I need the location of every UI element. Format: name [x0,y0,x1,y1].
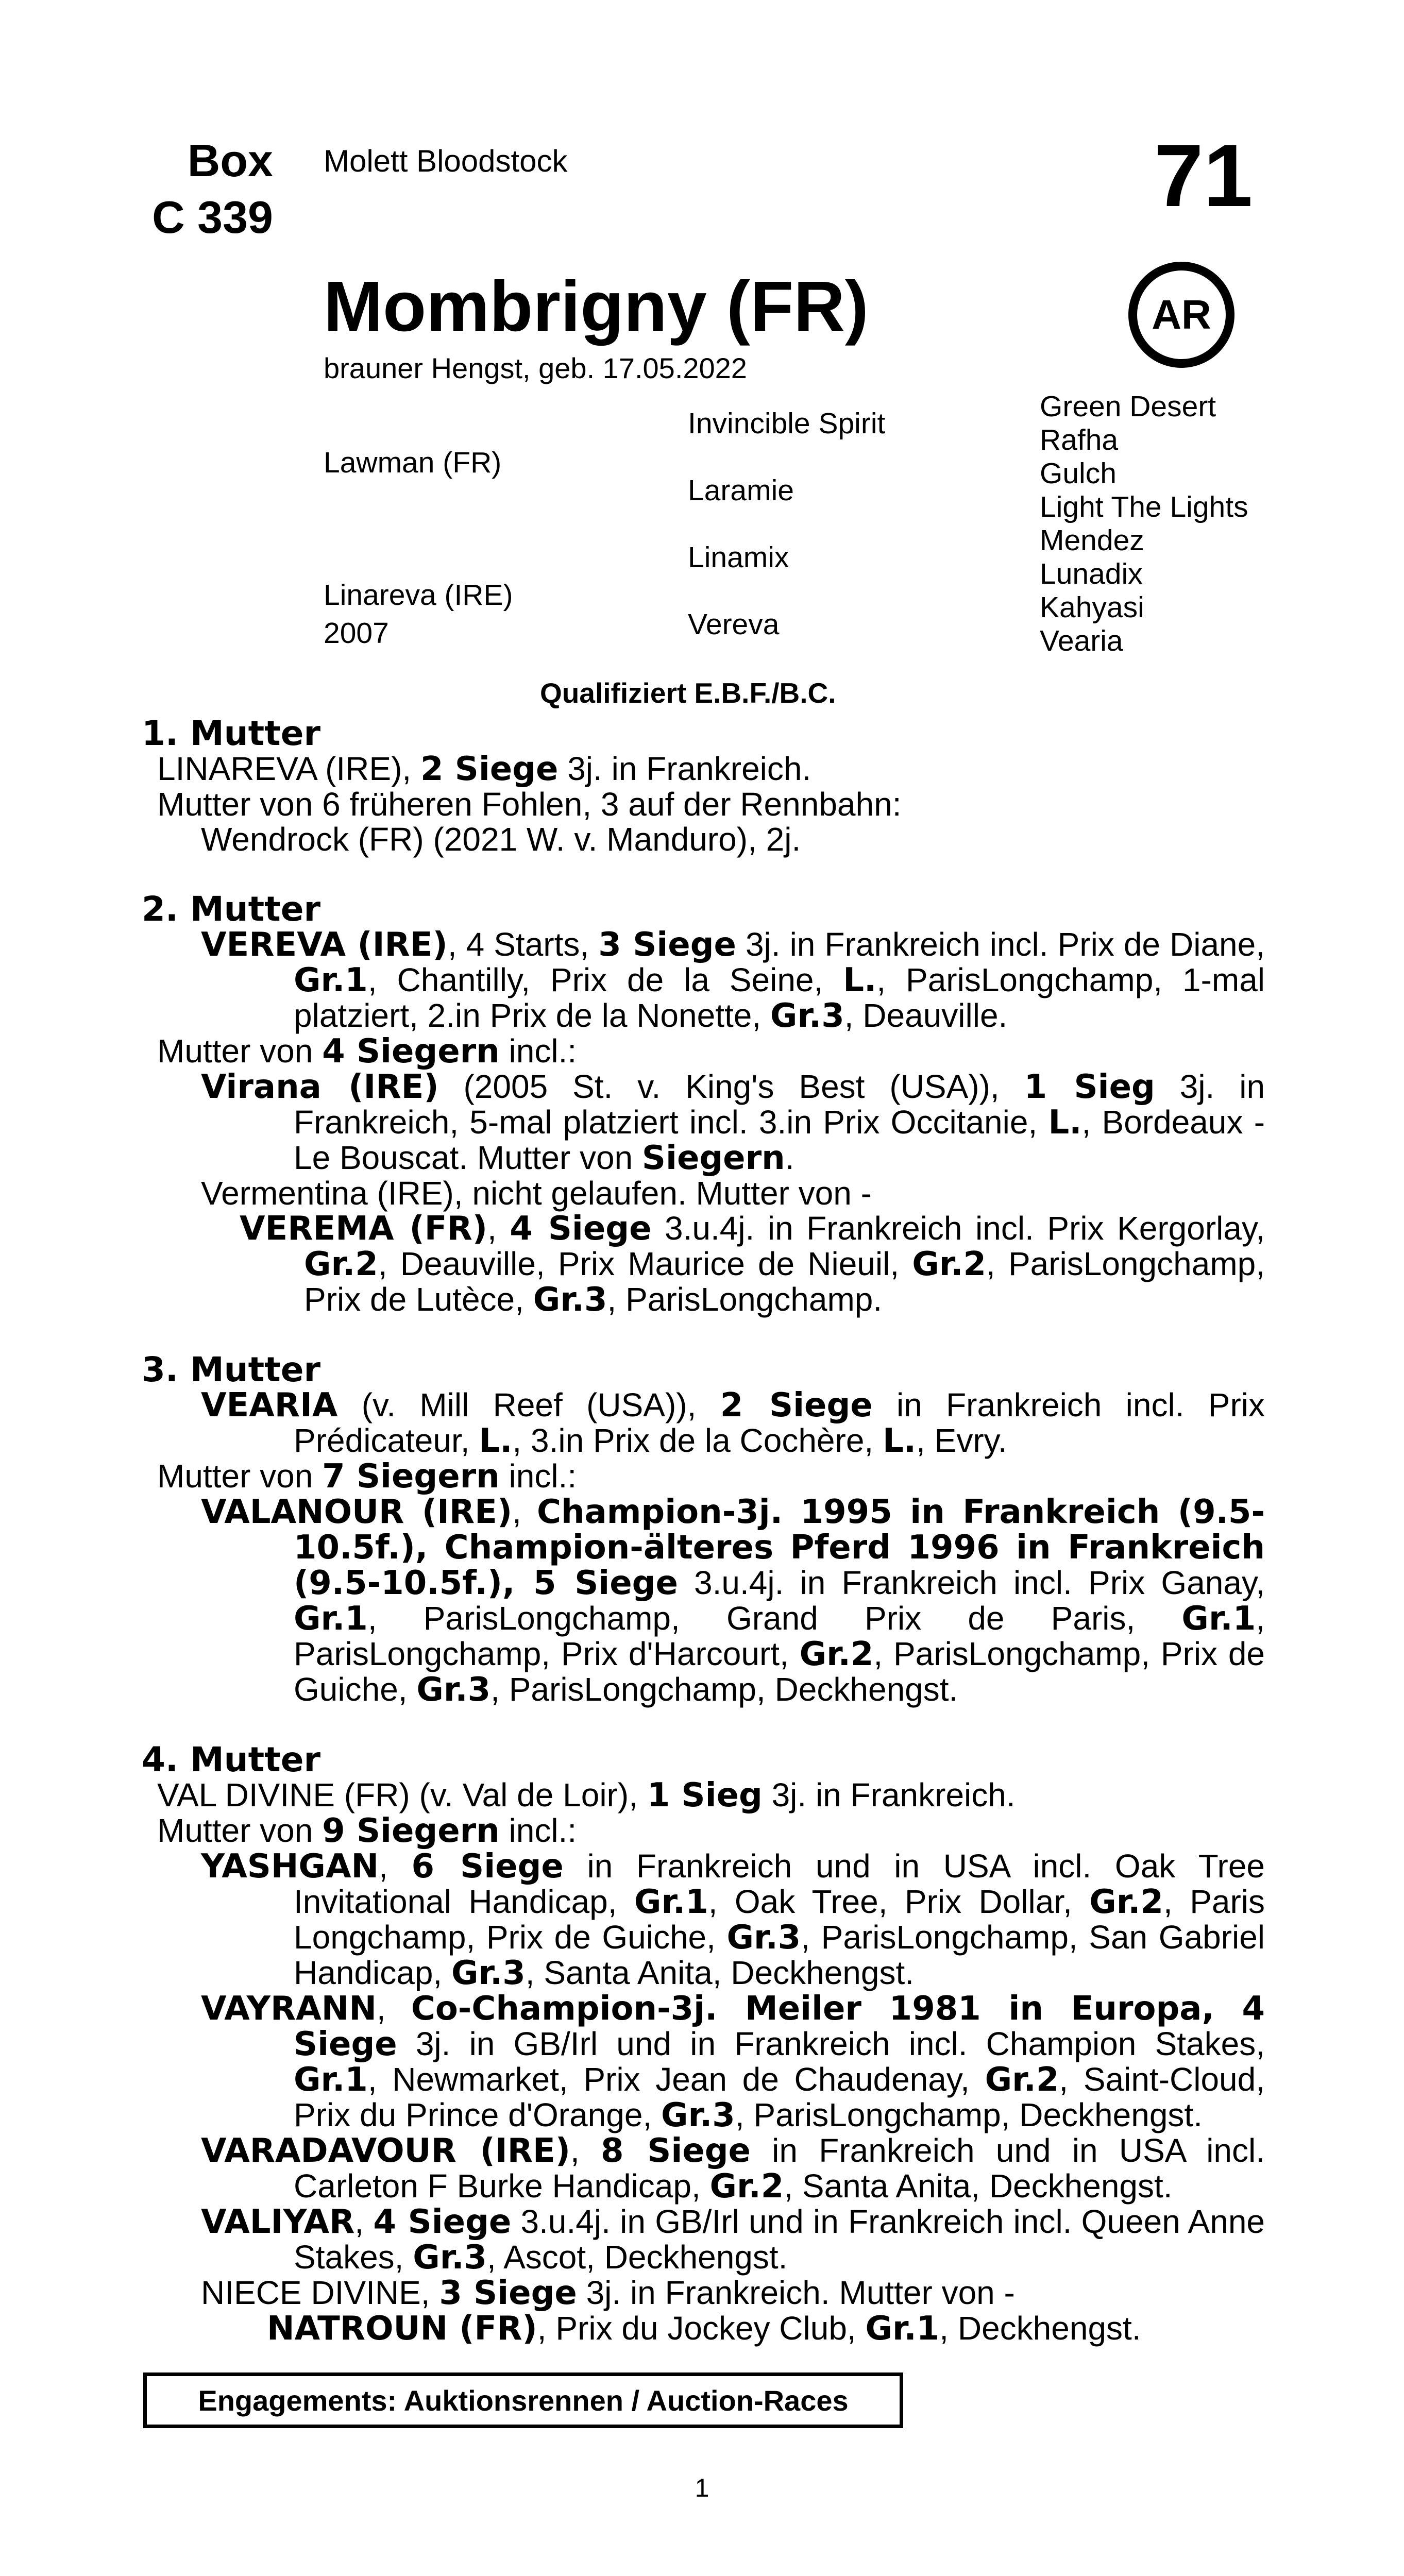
text: (v. Mill Reef (USA)), [337,1386,720,1423]
produce-niece-divine [142,2275,1265,2311]
horse-name: Virana (IRE) [201,1068,439,1106]
spacer [142,857,1265,892]
page-number: 1 [695,2473,709,2502]
wins: 4 Siege [510,1210,652,1248]
horse-description: brauner Hengst, geb. 17.05.2022 [324,352,747,384]
text: , [376,1990,411,2027]
produce-yashgan [142,1849,1265,1991]
text: incl.: [499,1812,577,1849]
grade: Gr.2 [1089,1883,1164,1921]
text: in Frankreich und in USA incl. Oak Tree Invitational Handicap, [294,1848,1265,1920]
text: , ParisLongchamp, Prix de Guiche, [294,1635,1265,1708]
horse-name: NATROUN (FR) [267,2310,537,2348]
pedigree-grandparent: Linamix [688,541,789,574]
produce-vermentina: Vermentina (IRE), nicht gelaufen. Mutter von - [201,1175,872,1212]
grade: Gr.2 [985,2061,1059,2099]
text: in Frankreich incl. Prix Prédicateur, [294,1386,1265,1459]
text: , 4 Starts, [447,926,599,963]
grade: Gr.1 [294,1600,368,1638]
grade: Gr.3 [661,2096,735,2134]
grade: Gr.3 [451,1954,526,1992]
pedigree-great-grandparent: Gulch [1040,457,1117,490]
section-heading-2: 2. Mutter [142,889,321,929]
fourth-dam-line [142,1777,1265,1813]
section-heading-4: 4. Mutter [142,1740,321,1780]
grade: L. [843,961,877,999]
text: , Oak Tree, Prix Dollar, [708,1883,1090,1920]
grade: L. [1048,1104,1082,1142]
horse-name: VEREVA (IRE) [201,926,448,964]
wins: 6 Siege [411,1848,564,1886]
text: , ParisLongchamp, Deckhengst. [735,2096,1203,2133]
text: 3j. in GB/Irl und in Frankreich incl. Champion Stakes, [397,2025,1265,2062]
text: incl.: [499,1032,577,1070]
text: , Paris Longchamp, Prix de Guiche, [294,1883,1265,1956]
pedigree-great-grandparent: Mendez [1040,524,1144,557]
pedigree-dam-year: 2007 [324,617,389,650]
wins: 8 Siege [601,2132,751,2170]
text: in Frankreich und in USA incl. Carleton F Burke Handicap, [294,2132,1265,2205]
wins: 1 Sieg [1024,1068,1155,1106]
text: Mutter von [157,1458,323,1495]
text: , ParisLongchamp, San Gabriel Handicap, [294,1919,1265,1991]
text: 3j. in Frankreich, 5-mal platziert incl. 3.in Prix Occitanie, [294,1068,1265,1141]
text: incl.: [499,1458,577,1495]
text: , ParisLongchamp, Grand Prix de Paris, [367,1600,1182,1637]
text: , 3.in Prix de la Cochère, [512,1422,883,1459]
text: , Deauville, Prix Maurice de Nieuil, [378,1245,912,1282]
grade: Gr.3 [533,1281,607,1319]
lot-number: 71 [1154,126,1253,225]
wins: 4 Siege [373,2203,512,2241]
text: , [354,2203,374,2240]
grade: Gr.1 [1181,1600,1256,1638]
grade: Gr.3 [770,997,844,1035]
ar-badge-label: AR [1152,292,1211,337]
winners: 9 Siegern [322,1812,500,1850]
section-heading-1: 1. Mutter [142,714,321,753]
text: Mutter von [157,1032,323,1070]
wins: 3 Siege [598,926,736,964]
text: , ParisLongchamp, Prix d'Harcourt, [294,1600,1265,1672]
text: LINAREVA (IRE), [157,750,420,787]
grade: Gr.3 [726,1919,801,1957]
grade: Gr.2 [799,1635,874,1673]
grade: L. [882,1422,917,1460]
text: , Ascot, Deckhengst. [487,2239,788,2276]
text: , Bordeaux - Le Bouscat. Mutter von [294,1104,1265,1176]
text: 3j. in Frankreich. [558,750,811,787]
pedigree-great-grandparent: Vearia [1040,624,1123,657]
text: 3j. in Frankreich incl. Prix de Diane, [736,926,1265,963]
pedigree-grandparent: Vereva [688,608,780,641]
championship: Co-Champion-3j. Meiler 1981 in Europa, 4 Siege [294,1990,1265,2063]
horse-name: VEREMA (FR) [240,1210,487,1248]
spacer [142,1317,1265,1352]
text: NIECE DIVINE, [201,2274,439,2311]
text: , Santa Anita, Deckhengst. [525,1954,915,1991]
text: , Evry. [916,1422,1007,1459]
produce-virana [142,1069,1265,1176]
horse-name: VALANOUR (IRE) [201,1493,513,1531]
first-dam-produce: Mutter von 6 früheren Fohlen, 3 auf der Rennbahn: [157,786,902,823]
grade: Gr.2 [709,2167,784,2206]
text: Mutter von [157,1812,323,1849]
text: , Deckhengst. [939,2310,1141,2347]
horse-name: VARADAVOUR (IRE) [201,2132,570,2170]
text: , Saint-Cloud, Prix du Prince d'Orange, [294,2061,1265,2133]
pedigree-great-grandparent: Rafha [1040,423,1119,456]
third-dam-line [142,1387,1265,1459]
text: 3.u.4j. in Frankreich incl. Prix Ganay, [678,1564,1265,1601]
wins: 2 Siege [720,1386,873,1425]
text: , [570,2132,601,2169]
text: , Newmarket, Prix Jean de Chaudenay, [367,2061,985,2098]
text: VAL DIVINE (FR) (v. Val de Loir), [157,1776,647,1814]
family-section [142,716,1265,2346]
grade: Gr.1 [294,961,368,999]
first-dam-line [142,751,1265,787]
engagements-label: Engagements: Auktionsrennen / Auction-Races [198,2384,849,2417]
grade: Gr.1 [634,1883,708,1921]
qualification: Qualifiziert E.B.F./B.C. [540,677,836,709]
engagements-box [143,2372,903,2428]
seller: Molett Bloodstock [324,144,568,178]
third-dam-produce [142,1459,1265,1494]
section-heading-3: 3. Mutter [142,1350,321,1389]
text: 3.u.4j. in GB/Irl und in Frankreich incl. Queen Anne Stakes, [294,2203,1265,2276]
text: , ParisLongchamp. [607,1281,883,1318]
box-label: Box [187,135,273,186]
text: , ParisLongchamp, Deckhengst. [490,1671,958,1708]
horse-name: YASHGAN [201,1848,379,1886]
pedigree-sire: Lawman (FR) [324,446,502,479]
grade: Gr.2 [912,1245,987,1283]
text: 3j. in Frankreich. [762,1776,1016,1814]
horse-name: VEARIA [201,1386,338,1425]
winners: Siegern [641,1139,785,1177]
championship: Champion-3j. 1995 in Frankreich (9.5-10.5f.), Champion-älteres Pferd 1996 in Frankreich (9.5-10.5f.), 5 Siege [294,1493,1265,1602]
horse-name: Mombrigny (FR) [324,267,869,346]
horse-name: VALIYAR [201,2203,355,2241]
first-dam-foal: Wendrock (FR) (2021 W. v. Manduro), 2j. [201,821,801,858]
wins: 3 Siege [439,2274,577,2312]
text: , Prix du Jockey Club, [537,2310,866,2347]
text: , [512,1493,537,1530]
produce-natroun [142,2311,1265,2346]
text: 3j. in Frankreich. Mutter von - [577,2274,1015,2311]
grade: Gr.1 [865,2310,940,2348]
second-dam-produce [142,1033,1265,1069]
grade: Gr.1 [294,2061,368,2099]
pedigree-dam: Linareva (IRE) [324,579,513,612]
text: , ParisLongchamp, Prix de Lutèce, [304,1245,1265,1318]
wins: 2 Siege [420,750,559,788]
horse-name: VAYRANN [201,1990,377,2028]
text: , Chantilly, Prix de la Seine, [367,961,843,998]
winners: 7 Siegern [322,1458,500,1496]
produce-vayrann [142,1991,1265,2133]
produce-varadavour [142,2133,1265,2204]
text: , [379,1848,412,1885]
grade: Gr.2 [304,1245,378,1283]
text: , Santa Anita, Deckhengst. [784,2167,1173,2205]
spacer [142,1707,1265,1742]
fourth-dam-produce [142,1813,1265,1849]
pedigree-great-grandparent: Green Desert [1040,390,1216,423]
text: , Deauville. [844,997,1008,1034]
pedigree-great-grandparent: Light The Lights [1040,490,1248,523]
grade: Gr.3 [413,2239,487,2277]
pedigree-grandparent: Invincible Spirit [688,407,886,440]
text: , [487,1210,510,1247]
pedigree-great-grandparent: Kahyasi [1040,591,1144,624]
pedigree-great-grandparent: Lunadix [1040,557,1143,590]
grade: L. [479,1422,513,1460]
produce-valanour [142,1494,1265,1707]
produce-verema [142,1211,1265,1317]
winners: 4 Siegern [322,1032,500,1071]
text: 3.u.4j. in Frankreich incl. Prix Kergorlay, [651,1210,1265,1247]
text: (2005 St. v. King's Best (USA)), [438,1068,1024,1105]
wins: 1 Sieg [647,1776,763,1815]
grade: Gr.3 [416,1671,491,1709]
produce-valiyar [142,2204,1265,2275]
pedigree-grandparent: Laramie [688,474,794,507]
ar-badge [1128,262,1234,368]
text: , ParisLongchamp, 1-mal platziert, 2.in Prix de la Nonette, [294,961,1265,1034]
box-number: C 339 [152,192,273,243]
text: . [785,1139,794,1176]
second-dam-line [142,927,1265,1033]
